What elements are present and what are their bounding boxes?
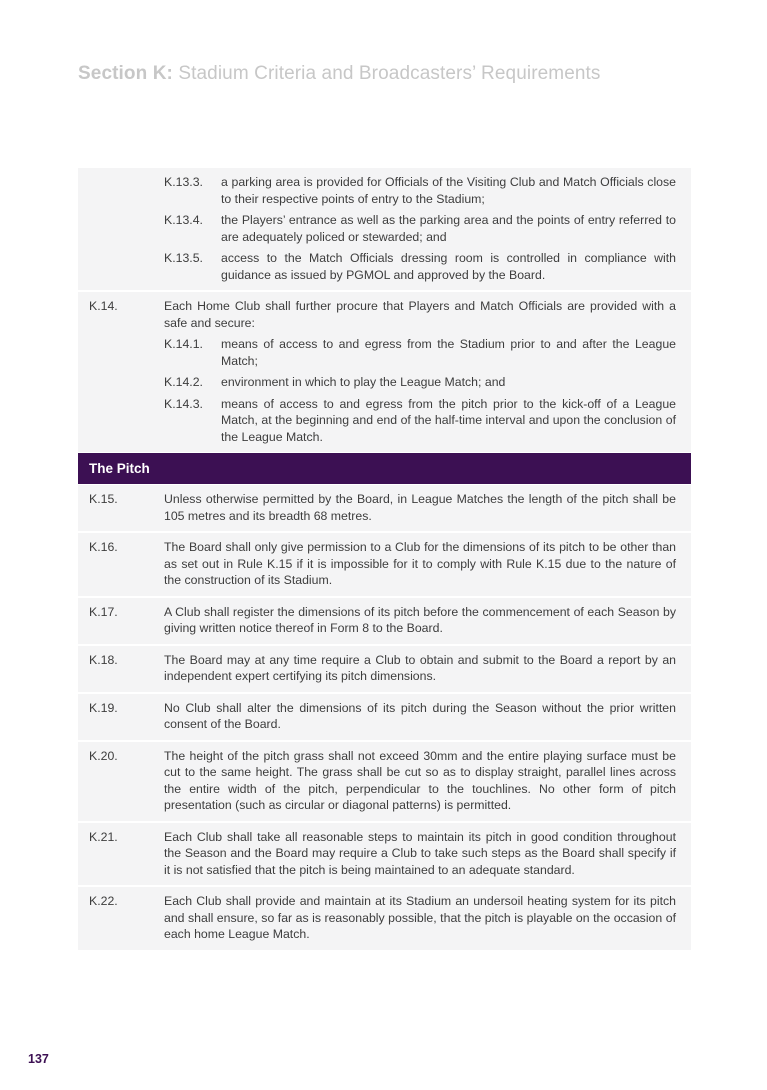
- page-header: [78, 63, 601, 85]
- sub-clause-number: K.14.1.: [164, 337, 203, 351]
- sub-clause: [164, 250, 676, 283]
- rule-text: Unless otherwise permitted by the Board, in League Matches the length of the pitch shall be 105 metres and its breadth 68 metres.: [164, 492, 676, 523]
- rule-k22: [78, 887, 691, 951]
- sub-clause-number: K.14.2.: [164, 375, 203, 389]
- rule-k15: [78, 485, 691, 533]
- sub-clause: [164, 212, 676, 245]
- sub-clause: [164, 374, 676, 391]
- sub-clause: [164, 336, 676, 369]
- sub-clause-text: environment in which to play the League Match; and: [221, 375, 506, 389]
- sub-clause-text: means of access to and egress from the pitch prior to the kick-off of a League Match, at the beginning and end of the half-time interval and upon the conclusion of the League Match.: [221, 396, 676, 444]
- sub-clause-text: means of access to and egress from the Stadium prior to and after the League Match;: [221, 337, 676, 368]
- section-title: Stadium Criteria and Broadcasters’ Requirements: [178, 63, 601, 84]
- sub-clause-number: K.13.4.: [164, 213, 203, 227]
- rule-number: K.21.: [89, 829, 118, 844]
- rule-number: K.17.: [89, 604, 118, 619]
- rule-text: Each Club shall provide and maintain at its Stadium an undersoil heating system for its pitch and shall ensure, so far as is reasonably possible, that the pitch is playable on the occasion of each home League Match.: [164, 894, 676, 941]
- rule-text: Each Home Club shall further procure that Players and Match Officials are provided with a safe and secure:: [164, 299, 676, 330]
- rule-number: K.16.: [89, 540, 118, 554]
- rules-table: [78, 168, 691, 951]
- rule-number: K.15.: [89, 492, 118, 506]
- rule-text: A Club shall register the dimensions of its pitch before the commencement of each Season by giving written notice thereof in Form 8 to the Board.: [164, 604, 676, 635]
- sub-clause: [164, 396, 676, 446]
- sub-clause-number: K.13.5.: [164, 251, 203, 265]
- sub-clause-number: K.13.3.: [164, 175, 203, 189]
- rule-number: K.18.: [89, 652, 118, 667]
- rule-k19: [78, 694, 691, 742]
- rule-k17: [78, 598, 691, 646]
- rule-k18: [78, 646, 691, 694]
- sub-clause-text: the Players’ entrance as well as the parking area and the points of entry referred to are adequately policed or stewarded; and: [221, 213, 676, 244]
- rule-number: K.14.: [89, 299, 118, 313]
- rule-text: The Board may at any time require a Club to obtain and submit to the Board a report by an independent expert certifying its pitch dimensions.: [164, 652, 676, 683]
- rule-number: K.22.: [89, 894, 118, 908]
- rule-text: The height of the pitch grass shall not exceed 30mm and the entire playing surface must be cut to the same height. The grass shall be cut so as to display straight, parallel lines across the entire width of the pitch, perpendicular to the touchlines. No other form of pitch presentation (such as circular or diagonal patterns) is permitted.: [164, 748, 676, 812]
- sub-clause-text: a parking area is provided for Officials of the Visiting Club and Match Officials close to their respective points of entry to the Stadium;: [221, 175, 676, 206]
- rule-number: K.19.: [89, 700, 118, 715]
- rule-text: Each Club shall take all reasonable steps to maintain its pitch in good condition throughout the Season and the Board may require a Club to take such steps as the Board shall specify if it is not satisfied that the pitch is being maintained to an adequate standard.: [164, 829, 676, 877]
- section-heading-the-pitch: The Pitch: [78, 453, 691, 485]
- rule-text: The Board shall only give permission to a Club for the dimensions of its pitch to be other than as set out in Rule K.15 if it is impossible for it to comply with Rule K.15 due to the nature of the construction of its Stadium.: [164, 540, 676, 587]
- section-label: Section K:: [78, 63, 173, 84]
- sub-clause: [164, 174, 676, 207]
- rule-k21: [78, 823, 691, 888]
- sub-clause-number: K.14.3.: [164, 396, 203, 411]
- rule-k13-continued: [78, 168, 691, 292]
- rule-k20: [78, 742, 691, 823]
- sub-clause-text: access to the Match Officials dressing room is controlled in compliance with guidance as issued by PGMOL and approved by the Board.: [221, 251, 676, 282]
- rule-k14: [78, 292, 691, 453]
- page-number: 137: [28, 1052, 49, 1066]
- rule-text: No Club shall alter the dimensions of its pitch during the Season without the prior written consent of the Board.: [164, 700, 676, 731]
- rule-k16: [78, 533, 691, 598]
- rule-number: K.20.: [89, 748, 118, 763]
